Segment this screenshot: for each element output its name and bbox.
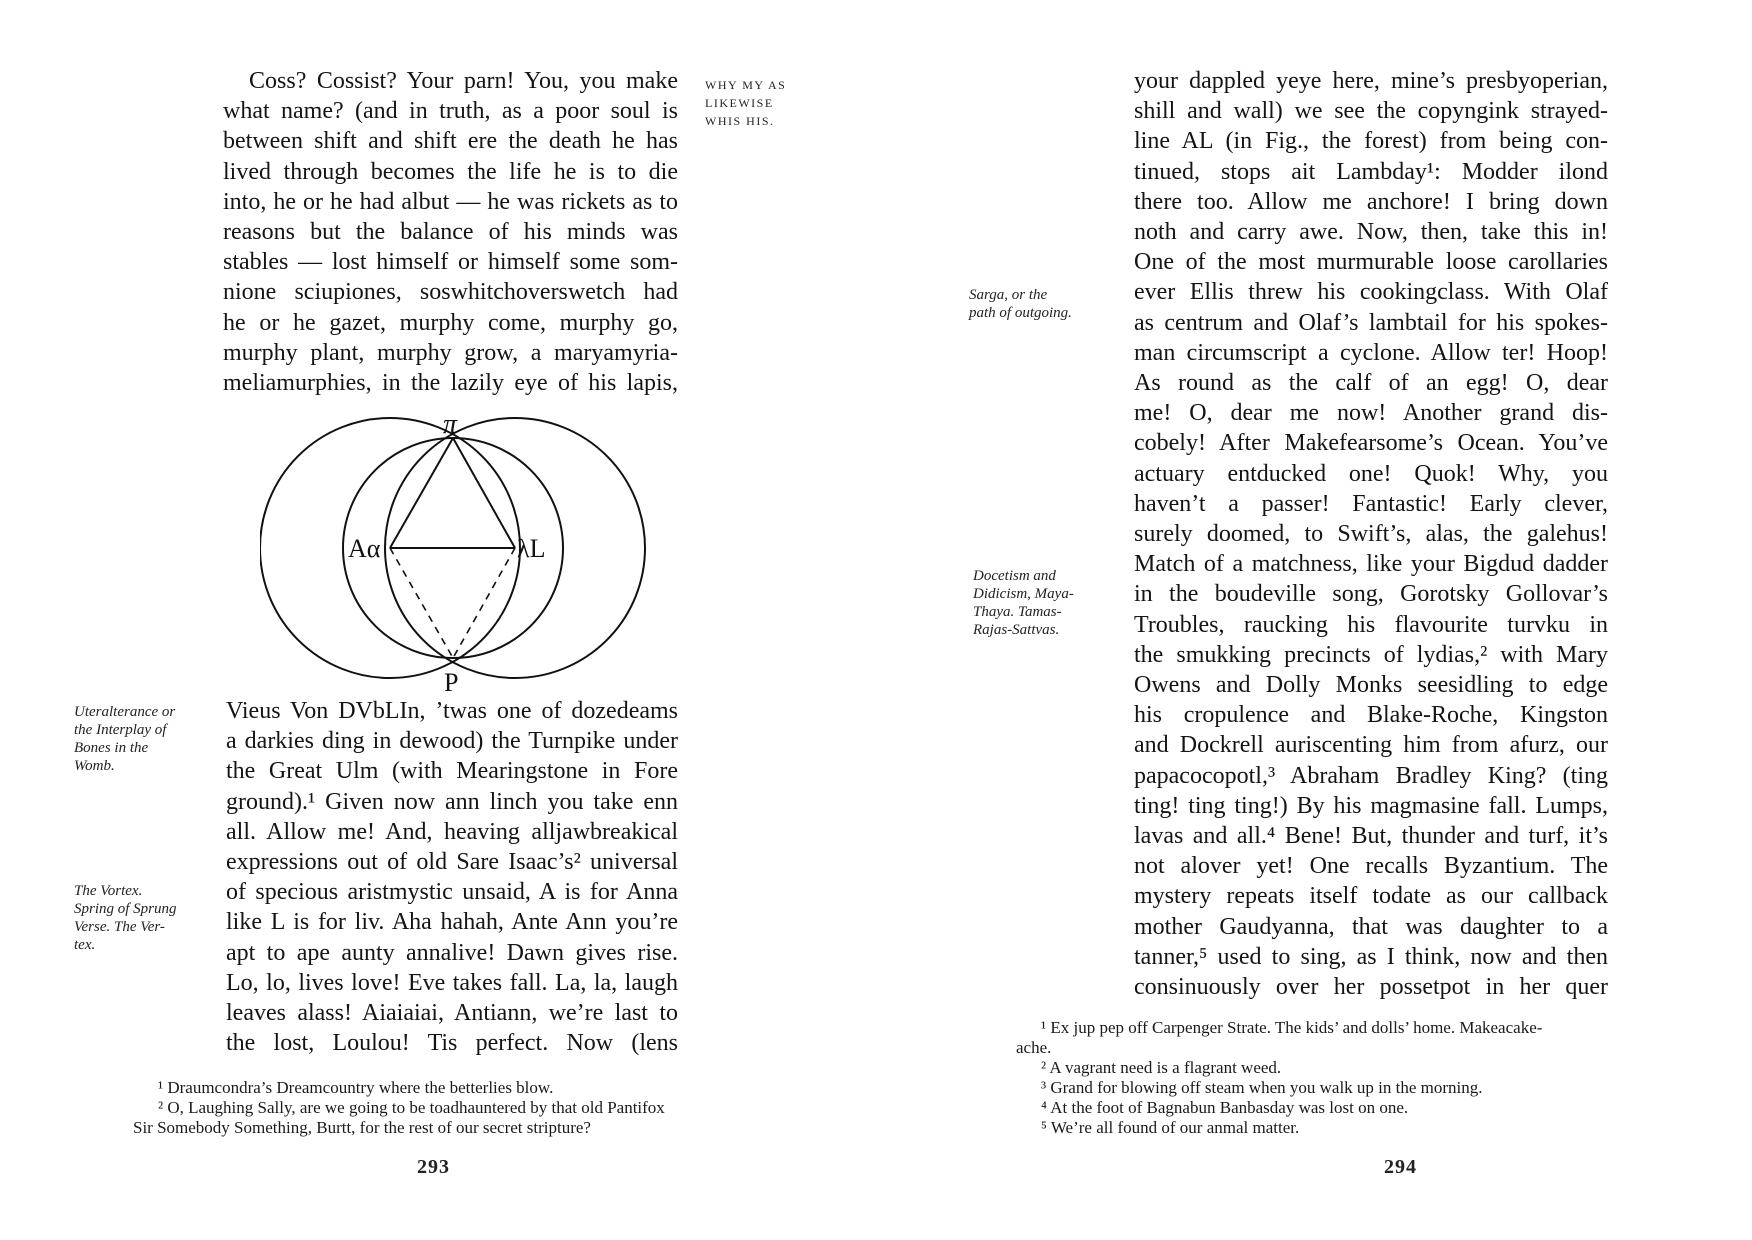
- text-line: of specious aristmystic unsaid, A is for Anna: [226, 879, 678, 906]
- margin-note-line: Bones in the: [74, 740, 149, 756]
- margin-caps-line: LIKEWISE: [705, 96, 774, 110]
- dashed-side: [390, 548, 453, 658]
- left-footnotes: [133, 1078, 783, 1138]
- text-line: reasons but the balance of his minds was: [223, 219, 678, 246]
- footnote: ⁴ At the foot of Bagnabun Banbasday was lost on one.: [1041, 1098, 1409, 1117]
- margin-note-line: The Vortex.: [74, 883, 143, 899]
- text-line: ever Ellis threw his cookingclass. With Olaf: [1134, 279, 1608, 306]
- text-line: there too. Allow me anchore! I bring down: [1134, 188, 1608, 215]
- margin-note-line: Womb.: [74, 758, 115, 774]
- footnote: Sir Somebody Something, Burtt, for the rest of our secret stripture?: [133, 1118, 591, 1137]
- margin-caps-note: [705, 76, 815, 130]
- text-line: stables — lost himself or himself some som-: [223, 249, 678, 276]
- triangle-side: [453, 438, 515, 548]
- margin-note-line: tex.: [74, 937, 96, 953]
- text-line: between shift and shift ere the death he has: [223, 128, 678, 155]
- margin-note-line: Didicism, Maya-: [973, 586, 1074, 602]
- text-line: noth and carry awe. Now, then, take this in!: [1134, 219, 1608, 246]
- text-line: nione sciupiones, soswhitchoverswetch had: [223, 279, 678, 306]
- text-line: in the boudeville song, Gorotsky Gollovar’s: [1134, 581, 1608, 608]
- dashed-side: [453, 548, 515, 658]
- right-page: [876, 0, 1752, 1240]
- margin-note-vortex: [74, 882, 204, 954]
- margin-note-line: Verse. The Ver-: [74, 919, 165, 935]
- text-line: he or he gazet, murphy come, murphy go,: [223, 309, 678, 336]
- text-line: ting! ting ting!) By his magmasine fall. Lumps,: [1134, 792, 1608, 819]
- text-line: lavas and all.⁴ Bene! But, thunder and turf, it’s: [1134, 823, 1608, 850]
- page-number: 294: [1384, 1156, 1417, 1178]
- footnote: ² O, Laughing Sally, are we going to be toadhauntered by that old Pantifox: [158, 1098, 665, 1117]
- text-line: Troubles, raucking his flavourite turvku in: [1134, 611, 1608, 638]
- margin-note-line: Uteralterance or: [74, 704, 176, 720]
- text-line: Owens and Dolly Monks seesidling to edge: [1134, 672, 1608, 699]
- text-line: Coss? Cossist? Your parn! You, you make: [249, 68, 678, 94]
- label-pi: π: [443, 409, 458, 440]
- page-number: 293: [417, 1156, 450, 1178]
- text-line: Match of a matchness, like your Bigdud dadder: [1134, 551, 1608, 578]
- text-line: and Dockrell auriscenting him from afurz, our: [1134, 732, 1608, 759]
- footnote: ³ Grand for blowing off steam when you walk up in the morning.: [1041, 1078, 1483, 1097]
- geometry-diagram: [260, 405, 680, 695]
- text-line: your dappled yeye here, mine’s presbyoperian,: [1134, 68, 1608, 94]
- text-line: man circumscript a cyclone. Allow ter! Hoop!: [1134, 339, 1608, 366]
- text-line: what name? (and in truth, as a poor soul is: [223, 98, 678, 125]
- text-line: a darkies ding in dewood) the Turnpike under: [226, 728, 678, 755]
- text-line: surely doomed, to Swift’s, alas, the galehus!: [1134, 521, 1608, 548]
- text-line: ground).¹ Given now ann linch you take enn: [226, 788, 678, 815]
- text-line: tanner,⁵ used to sing, as I think, now and then: [1134, 943, 1608, 970]
- text-line: haven’t a passer! Fantastic! Early clever,: [1134, 490, 1608, 517]
- footnote: ¹ Ex jup pep off Carpenger Strate. The kids’ and dolls’ home. Makeacake-: [1041, 1018, 1543, 1037]
- text-line: meliamurphies, in the lazily eye of his lapis,: [223, 370, 678, 397]
- margin-caps-line: WHIS HIS.: [705, 114, 775, 128]
- margin-note-line: Thaya. Tamas-: [973, 604, 1062, 620]
- text-line: shill and wall) we see the copyngink strayed-: [1134, 98, 1608, 125]
- right-paragraph: [1134, 66, 1608, 1002]
- text-line: not alover yet! One recalls Byzantium. The: [1134, 853, 1608, 880]
- text-line: cobely! After Makefearsome’s Ocean. You’ve: [1134, 430, 1608, 457]
- margin-note-line: path of outgoing.: [969, 305, 1072, 321]
- label-lambda-l: λL: [517, 534, 546, 563]
- text-line: Lo, lo, lives love! Eve takes fall. La, la, laugh: [226, 969, 678, 996]
- margin-note-line: Spring of Sprung: [74, 901, 177, 917]
- text-line: the Great Ulm (with Mearingstone in Fore: [226, 758, 678, 785]
- margin-note-interplay: [74, 703, 204, 775]
- footnote: ache.: [1016, 1038, 1052, 1057]
- footnote: ⁵ We’re all found of our anmal matter.: [1041, 1118, 1300, 1137]
- triangle-side: [390, 438, 453, 548]
- text-line: tinued, stops ait Lambday¹: Modder ilond: [1134, 158, 1608, 185]
- footnote: ² A vagrant need is a flagrant weed.: [1041, 1058, 1282, 1077]
- left-top-paragraph: [223, 66, 678, 398]
- text-line: his cropulence and Blake-Roche, Kingston: [1134, 702, 1608, 729]
- right-footnotes: [1016, 1018, 1716, 1138]
- text-line: leaves alass! Aiaiaiai, Antiann, we’re last to: [226, 1000, 678, 1027]
- label-p: P: [444, 668, 459, 695]
- text-line: the lost, Loulou! Tis perfect. Now (lens: [226, 1030, 678, 1057]
- text-line: into, he or he had albut — he was rickets as to: [223, 188, 678, 215]
- text-line: all. Allow me! And, heaving alljawbreakical: [226, 818, 678, 845]
- footnote: ¹ Draumcondra’s Dreamcountry where the betterlies blow.: [158, 1078, 554, 1097]
- text-line: mother Gaudyanna, that was daughter to a: [1134, 913, 1608, 940]
- text-line: expressions out of old Sare Isaac’s² universal: [226, 849, 678, 876]
- margin-note-sarga: [969, 286, 1109, 322]
- text-line: lived through becomes the life he is to die: [223, 158, 678, 185]
- text-line: consinuously over her possetpot in her quer: [1134, 974, 1608, 1001]
- margin-caps-line: WHY MY AS: [705, 78, 787, 92]
- margin-note-line: Docetism and: [973, 568, 1056, 584]
- text-line: apt to ape aunty annalive! Dawn gives rise.: [226, 939, 678, 966]
- margin-note-line: Sarga, or the: [969, 287, 1048, 303]
- text-line: As round as the calf of an egg! O, dear: [1134, 370, 1608, 397]
- margin-note-line: Rajas-Sattvas.: [973, 622, 1060, 638]
- text-line: murphy plant, murphy grow, a maryamyria-: [223, 339, 678, 366]
- margin-note-line: the Interplay of: [74, 722, 167, 738]
- text-line: as centrum and Olaf’s lambtail for his spokes-: [1134, 309, 1608, 336]
- left-bottom-paragraph: [226, 696, 678, 1058]
- text-line: One of the most murmurable loose carollaries: [1134, 249, 1608, 276]
- text-line: Vieus Von DVbLIn, ’twas one of dozedeams: [226, 698, 678, 724]
- text-line: me! O, dear me now! Another grand dis-: [1134, 400, 1608, 427]
- text-line: line AL (in Fig., the forest) from being con-: [1134, 128, 1608, 155]
- margin-note-docetism: [973, 567, 1113, 639]
- label-a-alpha: Aα: [348, 534, 381, 563]
- text-line: mystery repeats itself todate as our callback: [1134, 883, 1608, 910]
- text-line: actuary entducked one! Quok! Why, you: [1134, 460, 1608, 487]
- text-line: like L is for liv. Aha hahah, Ante Ann you’re: [226, 909, 678, 936]
- text-line: papacocopotl,³ Abraham Bradley King? (ting: [1134, 762, 1608, 789]
- text-line: the smukking precincts of lydias,² with Mary: [1134, 641, 1608, 668]
